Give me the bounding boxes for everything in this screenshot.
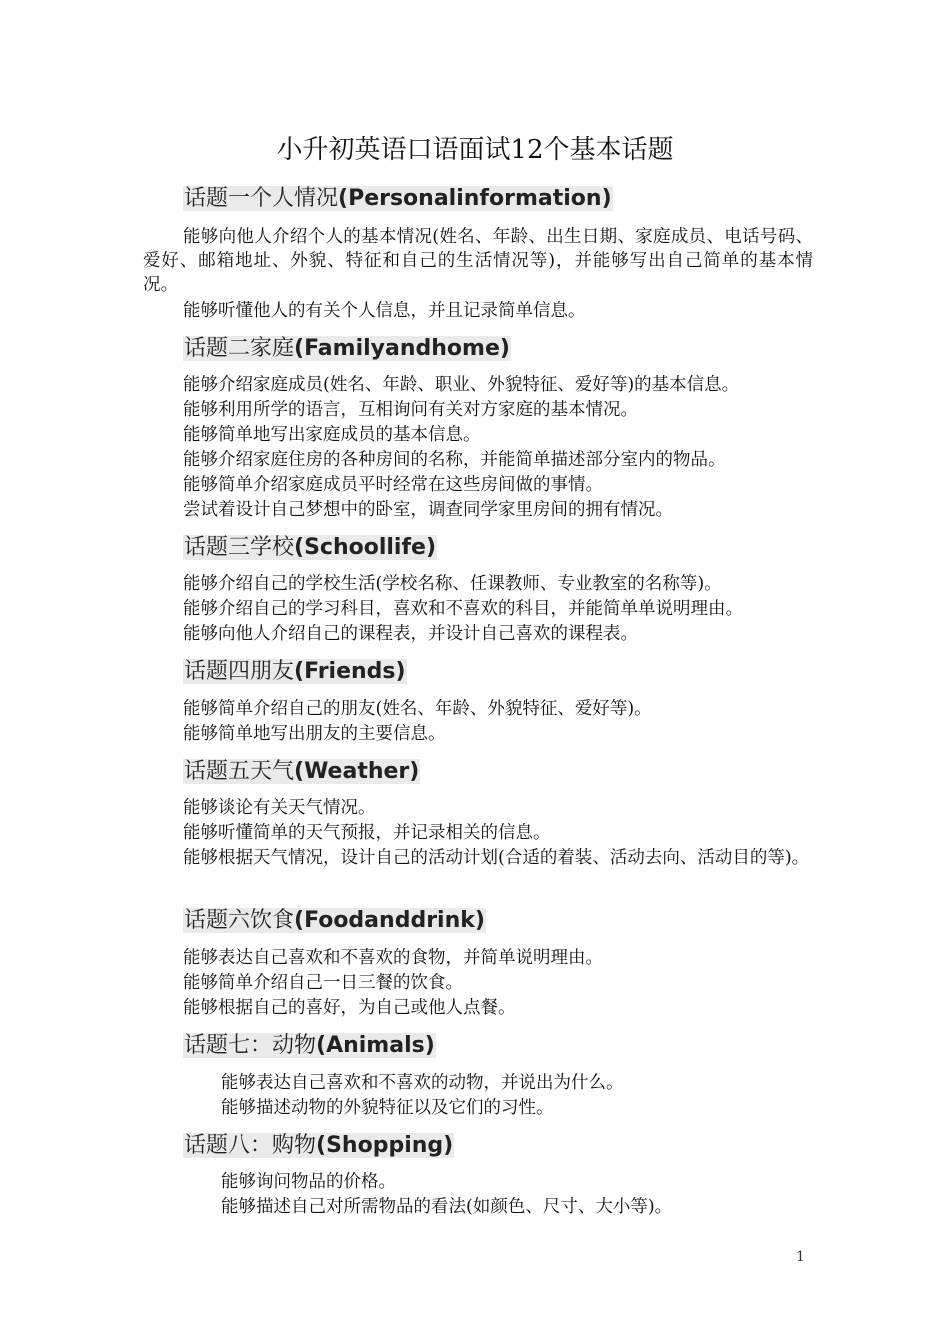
- paragraph: 能够向他人介绍个人的基本情况(姓名、年龄、出生日期、家庭成员、电话号码、爱好、邮箱地址、外貌、特征和自己的生活情况等)，并能够写出自己简单的基本情况。: [143, 227, 813, 295]
- paragraph: 能够表达自己喜欢和不喜欢的食物，并简单说明理由。: [183, 948, 603, 968]
- document-title: 小升初英语口语面试12个基本话题: [276, 135, 674, 165]
- paragraph: 能够简单介绍家庭成员平时经常在这些房间做的事情。: [183, 475, 603, 495]
- heading-cn: 话题八：购物: [184, 1133, 317, 1158]
- section-heading-school-life: [183, 533, 437, 563]
- paragraph: 能够谈论有关天气情况。: [183, 798, 376, 818]
- paragraph: 能够描述自己对所需物品的看法(如颜色、尺寸、大小等)。: [221, 1197, 673, 1217]
- heading-en: (Foodanddrink): [294, 908, 485, 933]
- heading-en: (Schoollife): [294, 535, 437, 560]
- section-heading-family-and-home: [183, 334, 511, 364]
- heading-en: (Personalinformation): [338, 186, 612, 211]
- paragraph: 能够向他人介绍自己的课程表，并设计自己喜欢的课程表。: [183, 624, 638, 644]
- paragraph: 能够介绍家庭住房的各种房间的名称，并能简单描述部分室内的物品。: [183, 450, 726, 470]
- paragraph: 能够表达自己喜欢和不喜欢的动物，并说出为什么。: [221, 1073, 624, 1093]
- section-heading-shopping: [183, 1131, 454, 1161]
- paragraph: 能够介绍家庭成员(姓名、年龄、职业、外貌特征、爱好等)的基本信息。: [183, 375, 740, 395]
- heading-en: (Familyandhome): [294, 336, 510, 361]
- paragraph: 能够听懂简单的天气预报，并记录相关的信息。: [183, 823, 551, 843]
- paragraph: 能够简单地写出家庭成员的基本信息。: [183, 425, 481, 445]
- section-heading-weather: [183, 757, 420, 787]
- heading-en: (Animals): [316, 1033, 435, 1058]
- section-heading-personal-information: [183, 184, 613, 214]
- heading-cn: 话题五天气: [184, 759, 295, 784]
- section-heading-animals: [183, 1031, 436, 1061]
- paragraph: 能够介绍自己的学习科目，喜欢和不喜欢的科目，并能简单单说明理由。: [183, 599, 743, 619]
- paragraph: 能够简单介绍自己的朋友(姓名、年龄、外貌特征、爱好等)。: [183, 699, 652, 719]
- paragraph: 能够根据自己的喜好，为自己或他人点餐。: [183, 998, 516, 1018]
- paragraph: 能够描述动物的外貌特征以及它们的习性。: [221, 1098, 554, 1118]
- paragraph: 能够介绍自己的学校生活(学校名称、任课教师、专业教室的名称等)。: [183, 574, 722, 594]
- heading-cn: 话题六饮食: [184, 908, 295, 933]
- paragraph: 能够简单介绍自己一日三餐的饮食。: [183, 973, 463, 993]
- paragraph: 能够利用所学的语言，互相询问有关对方家庭的基本情况。: [183, 400, 638, 420]
- paragraph: 能够简单地写出朋友的主要信息。: [183, 724, 446, 744]
- heading-cn: 话题三学校: [184, 535, 295, 560]
- heading-cn: 话题七：动物: [184, 1033, 317, 1058]
- heading-cn: 话题二家庭: [184, 336, 295, 361]
- paragraph: 能够听懂他人的有关个人信息，并且记录简单信息。: [183, 301, 586, 321]
- paragraph: 能够询问物品的价格。: [221, 1172, 396, 1192]
- heading-cn: 话题一个人情况: [184, 186, 339, 211]
- heading-en: (Friends): [294, 659, 406, 684]
- paragraph: 尝试着设计自己梦想中的卧室，调查同学家里房间的拥有情况。: [183, 500, 673, 520]
- heading-cn: 话题四朋友: [184, 659, 295, 684]
- heading-en: (Weather): [294, 759, 420, 784]
- heading-en: (Shopping): [316, 1133, 454, 1158]
- section-heading-friends: [183, 657, 407, 687]
- section-heading-food-and-drink: [183, 906, 486, 936]
- page-number: 1: [796, 1249, 805, 1265]
- paragraph: 能够根据天气情况，设计自己的活动计划(合适的着装、活动去向、活动目的等)。: [183, 848, 810, 868]
